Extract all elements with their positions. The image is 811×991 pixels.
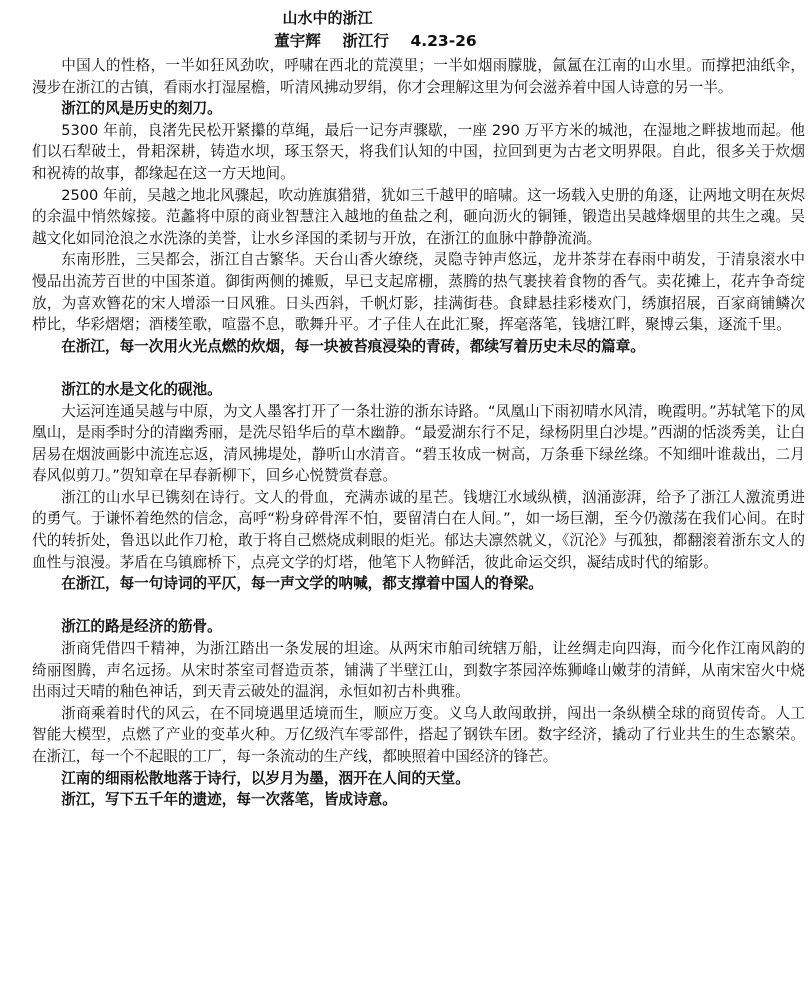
summary-line-history: 在浙江，每一次用火光点燃的炊烟，每一块被苔痕浸染的青砖，都续写着历史未尽的篇章。 [61,337,645,355]
paragraph-liangzhu: 5300 年前，良渚先民松开紧攥的草绳，最后一记夯声骤歇，一座 290 万平方米的城池，在湿地之畔拔地而起。他们以石犁破土，骨耜深耕，铸造水坝，琢玉祭天，将我们认知的中国，拉回到更为古老文明界限。自此，很多关于炊烟和祝祷的故事，都缘起在这一方天地间。 [32,121,805,182]
article-body [32,55,805,811]
paragraph-literati: 浙江的山水早已镌刻在诗行。文人的骨血，充满赤诚的星芒。钱塘江水域纵横，汹涌澎湃，给予了浙江人激流勇进的勇气。于谦怀着绝然的信念，高呼“粉身碎骨浑不怕，要留清白在人间。”，如一场巨潮，至今仍激荡在我们心间。在时代的转折处，鲁迅以此作刀枪，敢于将自己燃烧成刺眼的炬光。郁达夫凛然就义，《沉沦》与孤独，都翻滚着浙东文人的血性与浪漫。茅盾在乌镇廊桥下，点亮文学的灯塔，他笔下人物鲜活，彼此命运交织，凝结成时代的缩影。 [32,488,805,571]
summary-line-culture: 在浙江，每一句诗词的平仄，每一声文学的呐喊，都支撑着中国人的脊梁。 [61,575,543,593]
intro-paragraph: 中国人的性格，一半如狂风劲吹，呼啸在西北的荒漠里；一半如烟雨朦胧，氤氲在江南的山水里。而撑把油纸伞，漫步在浙江的古镇，看雨水打湿屋檐，听清风拂动罗绢，你才会理解这里为何会滋养着中国人诗意的另一半。 [32,57,805,96]
section-gap [32,595,805,617]
article-byline: 董宇辉 浙江行 4.23-26 [274,32,477,50]
article-title: 山水中的浙江 [282,9,373,27]
section-heading-wind: 浙江的风是历史的刻刀。 [61,100,222,118]
paragraph-modern-economy: 浙商乘着时代的风云，在不同境遇里适境而生，顺应万变。义乌人敢闯敢拼，闯出一条纵横全球的商贸传奇。人工智能大模型，点燃了产业的变革火种。万亿级汽车零部件，搭起了钢铁车团。数字经济，撬动了行业共生的生态繁荣。在浙江，每一个不起眼的工厂，每一条流动的生产线，都映照着中国经济的锋芒。 [32,704,805,765]
section-gap [32,357,805,379]
paragraph-prosperity: 东南形胜，三吴都会，浙江自古繁华。天台山香火缭绕，灵隐寺钟声悠远，龙井茶芽在春雨中萌发，于清泉滚水中慢品出流芳百世的中国茶道。御街两侧的摊贩，早已支起席棚，蒸腾的热气裹挟着食物的香气。卖花摊上，花卉争奇绽放，为喜欢簪花的宋人增添一日风雅。日头西斜，千帆灯影，挂满街巷。食肆悬挂彩楼欢门，绣旗招展，百家商铺鳞次栉比，华彩熠熠；酒楼笙歌，喧嚣不息，歌舞升平。才子佳人在此汇聚，挥毫落笔，钱塘江畔，聚博云集，逐流千里。 [32,251,805,334]
closing-line-rain: 江南的细雨松散地落于诗行，以岁月为墨，洇开在人间的天堂。 [61,769,470,787]
paragraph-poetry-road: 大运河连通吴越与中原，为文人墨客打开了一条壮游的浙东诗路。“凤凰山下雨初晴水风清，晚霞明。”苏轼笔下的凤凰山，是雨季时分的清幽秀丽，是洗尽铅华后的草木幽静。“最爱湖东行不足，绿杨阴里白沙堤。”西湖的恬淡秀美，让白居易在烟波画影中流连忘返，清风拂堤处，静听山水清音。“碧玉妆成一树高，万条垂下绿丝绦。不知细叶谁裁出，二月春风似剪刀。”贺知章在早春新柳下，回乡心悦赞赏春意。 [32,402,805,485]
paragraph-wuyue: 2500 年前，吴越之地北风骤起，吹动旌旗猎猎，犹如三千越甲的暗啸。这一场载入史册的角逐，让两地文明在灰烬的余温中悄然嫁接。范蠡将中原的商业智慧注入越地的鱼盐之利，砸向沥火的铜锤，锻造出吴越烽烟里的共生之魂。吴越文化如同沧浪之水洗涤的美誉，让水乡泽国的柔韧与开放，在浙江的血脉中静静流淌。 [32,186,805,247]
section-heading-water: 浙江的水是文化的砚池。 [61,380,222,398]
section-heading-road: 浙江的路是经济的筋骨。 [61,618,222,636]
closing-line-poetry: 浙江，写下五千年的遗迹，每一次落笔，皆成诗意。 [61,791,397,809]
paragraph-merchants: 浙商凭借四千精神，为浙江踏出一条发展的坦途。从两宋市舶司统辖万船，让丝绸走向四海，而今化作江南风韵的绮丽图腾，声名远扬。从宋时茶室司督造贡茶，铺满了半壁江山，到数字茶园淬炼狮峰山嫩芽的清鲜，从南宋窑火中烧出雨过天晴的釉色神话，到天青云破处的温润，永恒如初古朴典雅。 [32,640,805,701]
